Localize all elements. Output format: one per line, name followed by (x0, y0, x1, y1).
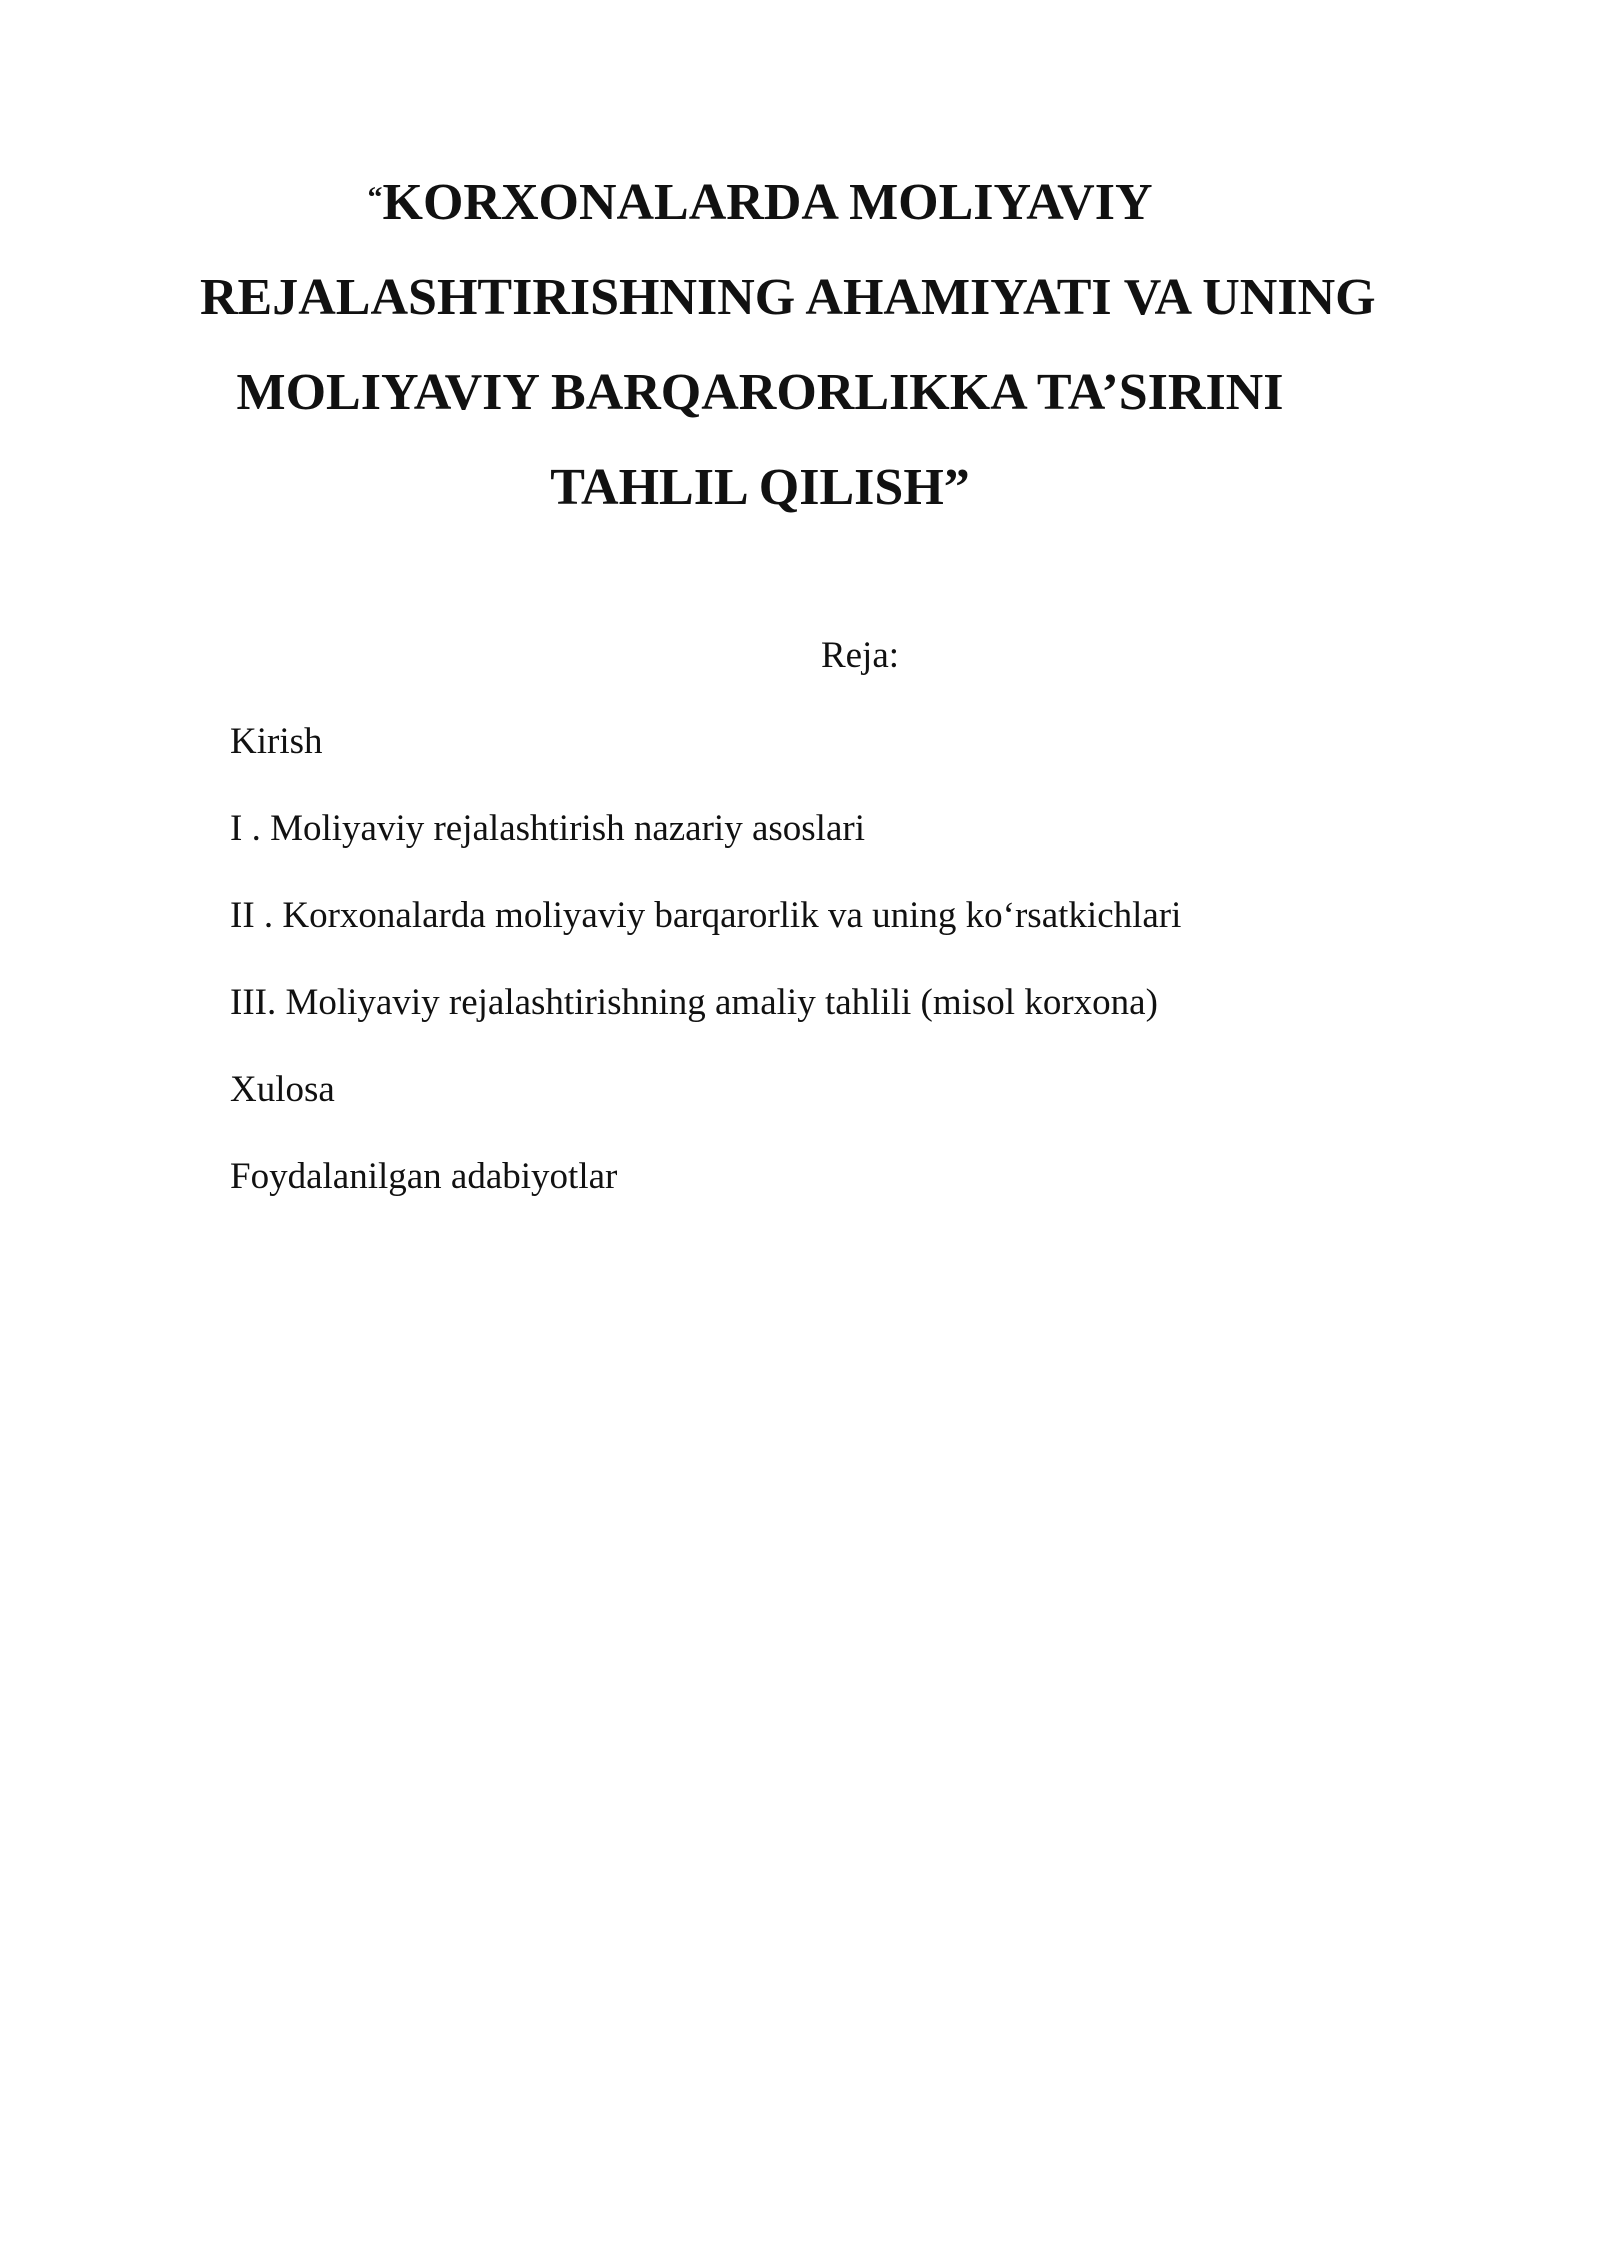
plan-item-references: Foydalanilgan adabiyotlar (230, 1156, 618, 1197)
plan-item-chapter-1: I . Moliyaviy rejalashtirish nazariy asoslari (230, 808, 865, 849)
title-line-4: TAHLIL QILISH” (550, 459, 970, 516)
title-open-quote: “ (367, 181, 383, 214)
plan-item-conclusion: Xulosa (230, 1069, 335, 1110)
plan-heading: Reja: (820, 635, 900, 676)
title-line-1-text: KORXONALARDA MOLIYAVIY (382, 174, 1153, 231)
title-line-1 (200, 150, 1320, 250)
plan-item-chapter-3: III. Moliyaviy rejalashtirishning amaliy tahlili (misol korxona) (230, 982, 1158, 1023)
plan-item-chapter-2: II . Korxonalarda moliyaviy barqarorlik va uning ko‘rsatkichlari (230, 895, 1182, 936)
title-line-2: REJALASHTIRISHNING AHAMIYATI VA UNING (200, 269, 1376, 326)
plan-list (230, 718, 1181, 1240)
title-line-3: MOLIYAVIY BARQARORLIKKA TA’SIRINI (236, 364, 1284, 421)
plan-item-introduction: Kirish (230, 721, 323, 762)
document-title (200, 150, 1376, 535)
